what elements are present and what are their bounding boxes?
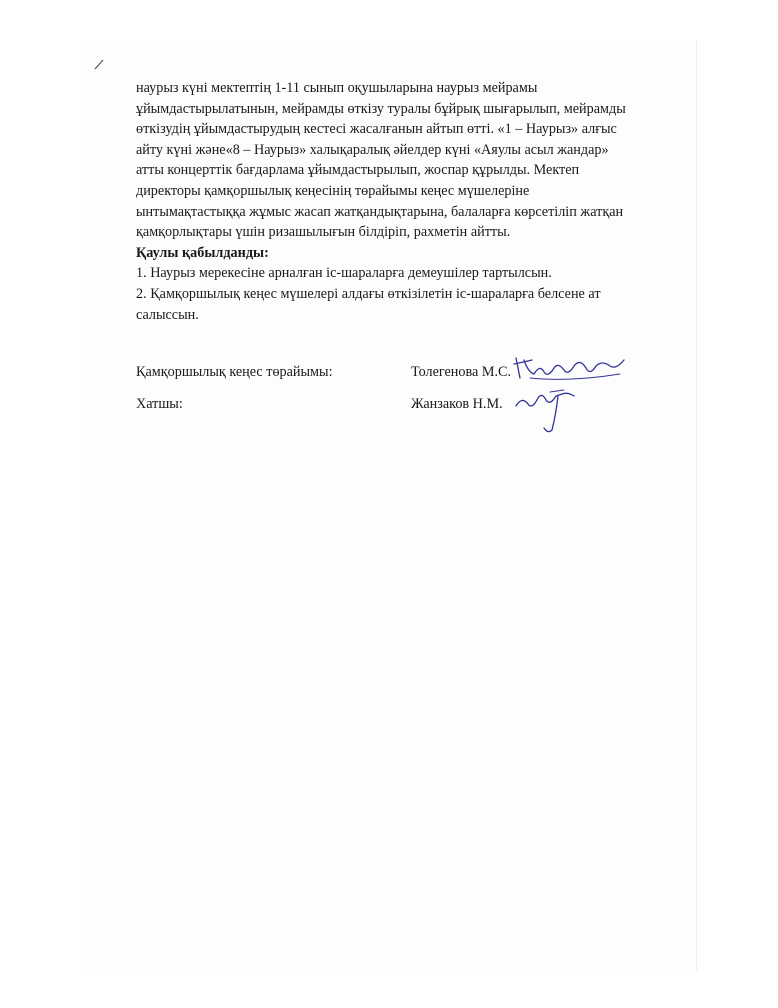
signature-role: Қамқоршылық кеңес төрайымы: [136,364,333,380]
handwritten-signature-chair [510,352,628,386]
document-body [136,78,636,325]
handwritten-signature-secretary [512,386,582,436]
resolution-item-2: 2. Қамқоршылық кеңес мүшелері алдағы өткізілетін іс-шараларға белсене ат салыссын. [136,285,601,323]
signature-name: Толегенова М.С. [411,364,512,380]
resolution-heading: Қаулы қабылданды: [136,244,269,261]
resolution-item-1: 1. Наурыз мерекесіне арналған іс-шараларға демеушілер тартылсын. [136,265,552,282]
signature-role: Хатшы: [136,396,183,412]
body-paragraph: наурыз күні мектептің 1-11 сынып оқушыларына наурыз мейрамы ұйымдастырылатынын, мейрамды өткізу туралы бұйрық шығарылып, мейрамды өткізудің ұйымдастырудың кестесі жасалғанын айтып өтті. «1 – Наурыз» алғыс айту күні және«8 – Наурыз» халықаралық әйелдер күні «Аяулы асыл жандар» атты концерттік бағдарлама ұйымдастырылып, жоспар құрылды. Мектеп директоры қамқоршылық кеңесінің төрайымы кеңес мүшелеріне ынтымақтастыққа жұмыс жасап жатқандықтарына, балаларға көрсетіліп жатқан қамқорлықтары үшін ризашылығын білдіріп, рахметін айтты. [136,80,626,241]
pen-mark [93,57,107,71]
signature-name: Жанзаков Н.М. [411,396,503,412]
